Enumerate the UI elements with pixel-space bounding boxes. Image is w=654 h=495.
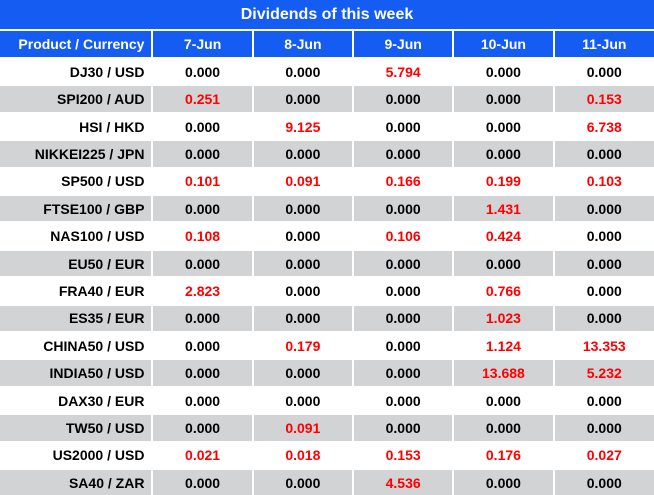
product-cell: NAS100 / USD [0,222,152,249]
product-cell: SP500 / USD [0,168,152,195]
dividend-value-cell: 0.000 [554,222,654,249]
dividend-value-cell: 0.000 [353,195,453,222]
dividend-value-cell: 0.018 [253,442,353,469]
table-row [0,58,654,85]
dividend-value-cell: 4.536 [353,469,453,495]
dividend-value-cell: 0.000 [353,140,453,167]
dividend-value-cell: 0.000 [152,387,252,414]
dividend-value-cell: 0.766 [453,277,553,304]
column-header-product: Product / Currency [0,30,152,58]
table-row [0,250,654,277]
dividend-value-cell: 0.000 [253,469,353,495]
dividend-value-cell: 2.823 [152,277,252,304]
dividend-value-cell: 13.353 [554,332,654,359]
dividend-value-cell: 1.023 [453,305,553,332]
dividend-value-cell: 0.000 [453,414,553,441]
column-header-row [0,30,654,58]
dividend-value-cell: 0.000 [152,332,252,359]
dividend-value-cell: 0.101 [152,168,252,195]
dividend-value-cell: 0.000 [253,250,353,277]
dividend-value-cell: 0.000 [253,140,353,167]
product-cell: HSI / HKD [0,113,152,140]
dividend-value-cell: 0.000 [253,85,353,112]
dividend-value-cell: 0.000 [152,305,252,332]
dividend-value-cell: 0.000 [253,277,353,304]
dividend-value-cell: 0.000 [353,250,453,277]
product-cell: FRA40 / EUR [0,277,152,304]
dividend-value-cell: 0.000 [554,469,654,495]
dividend-value-cell: 0.000 [152,113,252,140]
dividend-value-cell: 0.000 [152,414,252,441]
dividend-value-cell: 0.000 [353,277,453,304]
dividend-value-cell: 1.431 [453,195,553,222]
dividend-value-cell: 0.000 [353,305,453,332]
dividend-value-cell: 0.000 [152,250,252,277]
dividend-value-cell: 0.166 [353,168,453,195]
dividend-value-cell: 0.000 [253,359,353,386]
product-cell: ES35 / EUR [0,305,152,332]
dividend-value-cell: 0.000 [152,469,252,495]
table-row [0,359,654,386]
dividend-value-cell: 0.251 [152,85,252,112]
dividend-value-cell: 0.153 [353,442,453,469]
column-header-date-2: 8-Jun [253,30,353,58]
dividend-value-cell: 0.179 [253,332,353,359]
dividend-value-cell: 0.000 [353,414,453,441]
dividend-value-cell: 0.000 [453,469,553,495]
dividend-value-cell: 9.125 [253,113,353,140]
dividend-value-cell: 0.000 [353,359,453,386]
product-cell: DJ30 / USD [0,58,152,85]
dividend-value-cell: 0.000 [554,58,654,85]
dividend-value-cell: 0.000 [453,250,553,277]
dividend-value-cell: 0.106 [353,222,453,249]
dividend-value-cell: 0.000 [152,58,252,85]
dividend-value-cell: 0.176 [453,442,553,469]
table-row [0,469,654,495]
dividend-value-cell: 0.103 [554,168,654,195]
page-title: Dividends of this week [0,0,654,30]
dividend-value-cell: 0.000 [253,222,353,249]
dividend-value-cell: 0.000 [453,58,553,85]
dividend-value-cell: 0.000 [152,140,252,167]
dividend-value-cell: 0.000 [453,85,553,112]
product-cell: SPI200 / AUD [0,85,152,112]
table-row [0,277,654,304]
dividend-value-cell: 0.000 [554,250,654,277]
dividend-value-cell: 0.027 [554,442,654,469]
title-bar [0,0,654,30]
dividend-value-cell: 0.000 [554,195,654,222]
dividend-value-cell: 0.000 [152,359,252,386]
table-row [0,113,654,140]
column-header-date-1: 7-Jun [152,30,252,58]
dividend-value-cell: 0.000 [554,140,654,167]
table-row [0,85,654,112]
product-cell: INDIA50 / USD [0,359,152,386]
dividend-value-cell: 0.153 [554,85,654,112]
table-row [0,332,654,359]
dividend-value-cell: 0.000 [453,387,553,414]
dividend-value-cell: 6.738 [554,113,654,140]
dividend-value-cell: 1.124 [453,332,553,359]
column-header-date-5: 11-Jun [554,30,654,58]
dividend-value-cell: 0.000 [353,113,453,140]
dividend-value-cell: 0.000 [353,85,453,112]
table-row [0,168,654,195]
table-row [0,140,654,167]
dividend-value-cell: 0.108 [152,222,252,249]
product-cell: SA40 / ZAR [0,469,152,495]
product-cell: TW50 / USD [0,414,152,441]
dividend-value-cell: 0.000 [353,387,453,414]
product-cell: EU50 / EUR [0,250,152,277]
dividend-value-cell: 0.424 [453,222,553,249]
dividend-value-cell: 0.000 [253,305,353,332]
dividend-value-cell: 0.000 [353,332,453,359]
column-header-date-3: 9-Jun [353,30,453,58]
dividend-value-cell: 0.000 [554,414,654,441]
dividend-value-cell: 0.000 [253,58,353,85]
product-cell: US2000 / USD [0,442,152,469]
dividend-value-cell: 0.021 [152,442,252,469]
product-cell: FTSE100 / GBP [0,195,152,222]
dividend-value-cell: 0.000 [453,113,553,140]
dividend-value-cell: 0.000 [152,195,252,222]
dividend-value-cell: 5.794 [353,58,453,85]
dividend-value-cell: 0.199 [453,168,553,195]
dividend-value-cell: 0.000 [253,387,353,414]
table-row [0,222,654,249]
product-cell: CHINA50 / USD [0,332,152,359]
dividend-value-cell: 0.091 [253,168,353,195]
table-row [0,195,654,222]
dividend-value-cell: 0.000 [554,277,654,304]
dividend-value-cell: 0.000 [554,387,654,414]
product-cell: NIKKEI225 / JPN [0,140,152,167]
column-header-date-4: 10-Jun [453,30,553,58]
table-row [0,442,654,469]
dividend-value-cell: 0.000 [253,195,353,222]
table-row [0,387,654,414]
dividend-value-cell: 0.091 [253,414,353,441]
table-row [0,414,654,441]
dividend-value-cell: 5.232 [554,359,654,386]
table-row [0,305,654,332]
dividend-value-cell: 0.000 [554,305,654,332]
product-cell: DAX30 / EUR [0,387,152,414]
dividend-value-cell: 0.000 [453,140,553,167]
table-body [0,58,654,495]
dividend-value-cell: 13.688 [453,359,553,386]
